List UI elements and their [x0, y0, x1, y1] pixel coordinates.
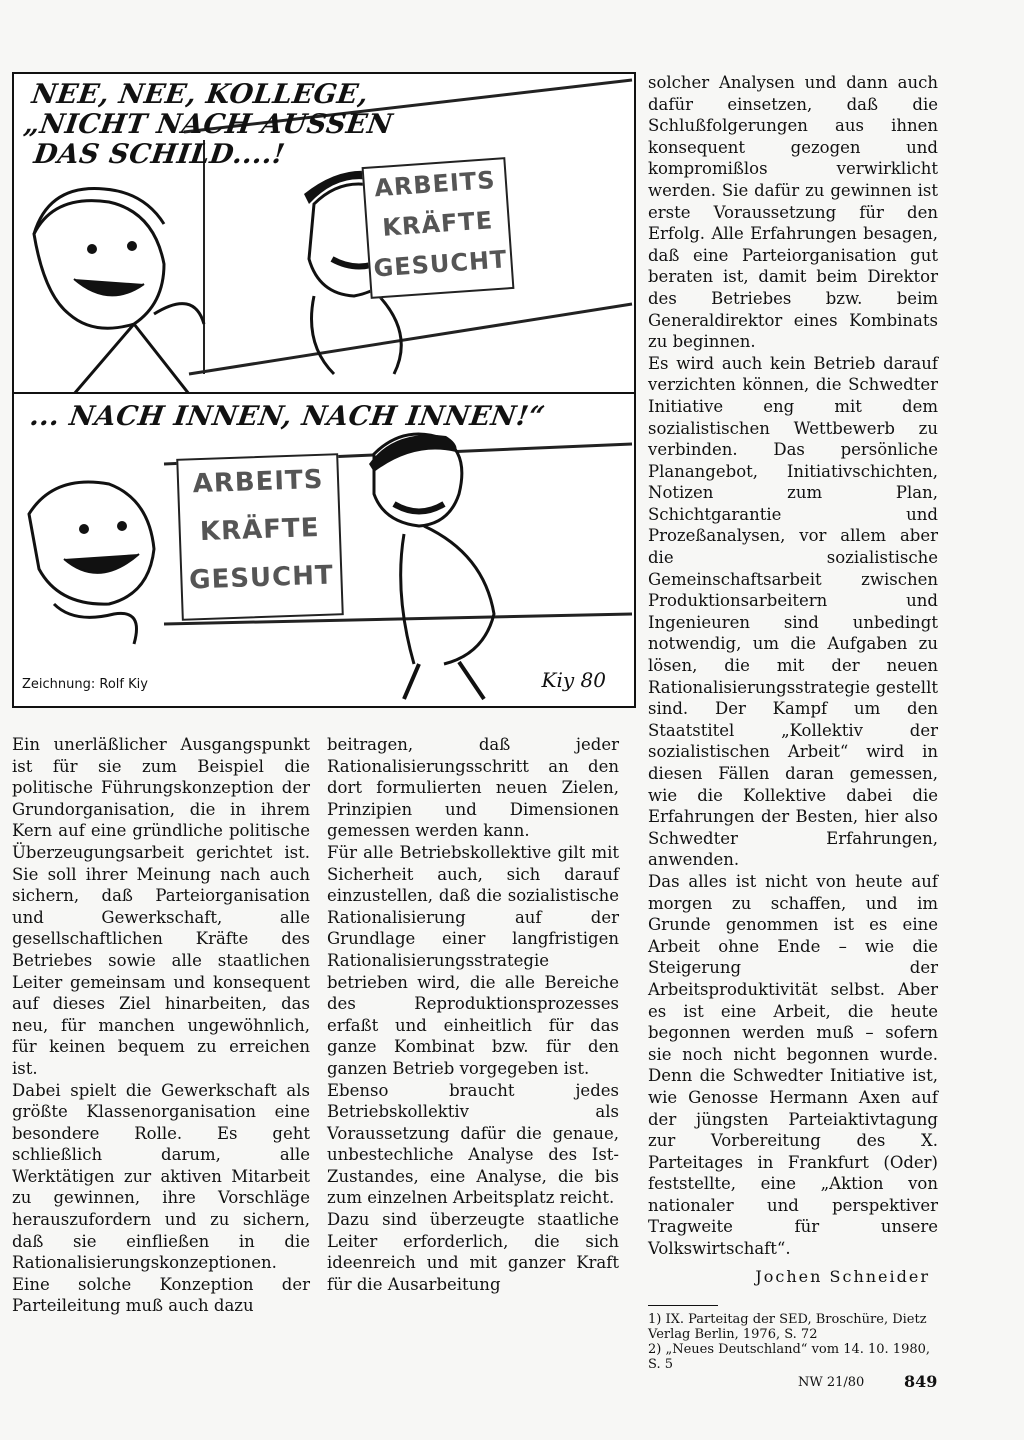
text-column-right	[648, 72, 938, 1372]
panel-top-caption-line-3: DAS SCHILD....!	[31, 139, 288, 170]
footnote-2: 2) „Neues Deutschland“ vom 14. 10. 1980, S. 5	[648, 1342, 931, 1373]
panel-bottom-caption: ... NACH INNEN, NACH INNEN!“	[27, 401, 547, 432]
sign-top	[362, 157, 515, 299]
footnote-divider	[648, 1305, 718, 1306]
paragraph: Ebenso braucht jedes Betriebskollektiv als Voraussetzung dafür die genaue, unbestechliche Analyse des Ist-Zustandes, eine Analyse, die bis zum einzelnen Arbeitsplatz reicht.	[327, 1080, 619, 1208]
sign-bottom-line-2: KRÄFTE	[199, 512, 321, 548]
sign-bottom	[176, 453, 344, 621]
panel-top-caption-line-1: NEE, NEE, KOLLEGE,	[29, 79, 371, 110]
paragraph: beitragen, daß jeder Rationalisierungsschritt an den dort formulierten neuen Zielen, Prinzipien und Dimensionen gemessen werden kann.	[327, 735, 619, 841]
author-signature: Jochen Schneider	[755, 1266, 930, 1286]
sign-bottom-line-3: GESUCHT	[188, 560, 335, 596]
cartoon-panel-top	[12, 72, 636, 394]
issue-label: NW 21/80	[798, 1375, 865, 1390]
paragraph: Eine solche Konzeption der Parteileitung muß auch dazu	[12, 1274, 310, 1316]
sign-bottom-line-1: ARBEITS	[192, 464, 324, 500]
panel-top-caption-line-2: „NICHT NACH AUSSEN	[21, 109, 395, 140]
sign-top-line-2: KRÄFTE	[381, 206, 494, 242]
text-column-middle	[327, 734, 619, 1295]
drawing-credit: Zeichnung: Rolf Kiy	[22, 677, 148, 692]
artist-signature-mark: Kiy 80	[541, 668, 606, 692]
cartoon-panel-bottom	[12, 392, 636, 708]
paragraph: Dazu sind überzeugte staatliche Leiter erforderlich, die sich ideenreich und mit ganzer Kraft für die Ausarbeitung	[327, 1210, 619, 1294]
page-number: 849	[904, 1372, 938, 1391]
footnote-1: 1) IX. Parteitag der SED, Broschüre, Dietz Verlag Berlin, 1976, S. 72	[648, 1312, 927, 1343]
paragraph: Für alle Betriebskollektive gilt mit Sicherheit auch, sich darauf einzustellen, daß die sozialistische Rationalisierung auf der Grundlage einer langfristigen Rationalisierungsstrategie betrieben wird, die alle Bereiche des Reproduktionsprozesses erfaßt und einheitlich für das ganze Kombinat bzw. für den ganzen Betrieb vorgegeben ist.	[327, 842, 619, 1078]
paragraph: solcher Analysen und dann auch dafür einsetzen, daß die Schlußfolgerungen aus ihnen konsequent gezogen und kompromißlos verwirklicht werden. Sie dafür zu gewinnen ist erste Voraussetzung für den Erfolg. Alle Erfahrungen besagen, daß eine Parteiorganisation gut beraten ist, damit beim Direktor des Betriebes bzw. beim Generaldirektor eines Kombinats zu beginnen.	[648, 73, 938, 352]
paragraph: Dabei spielt die Gewerkschaft als größte Klassenorganisation eine besondere Rolle. Es geht schließlich darum, alle Werktätigen zur aktiven Mitarbeit zu gewinnen, ihre Vorschläge herauszufordern und zu sichern, daß sie einfließen in die Rationalisierungskonzeptionen.	[12, 1080, 310, 1273]
sign-top-line-1: ARBEITS	[373, 165, 497, 203]
sign-top-line-3: GESUCHT	[372, 245, 509, 283]
paragraph: Es wird auch kein Betrieb darauf verzichten können, die Schwedter Initiative eng mit dem sozialistischen Wettbewerb zu verbinden. Das persönliche Planangebot, Initiativschichten, Notizen zum Plan, Schichtgarantie und Prozeßanalysen, vor allem aber die sozialistische Gemeinschaftsarbeit zwischen Produktionsarbeitern und Ingenieuren sind unbedingt notwendig, um die Aufgaben zu lösen, die mit der neuen Rationalisierungsstrategie gestellt sind. Der Kampf um den Staatstitel „Kollektiv der sozialistischen Arbeit“ wird in diesen Fällen daran gemessen, wie die Kollektive dabei die Erfahrungen der Besten, hier also Schwedter Erfahrungen, anwenden.	[648, 353, 938, 870]
paragraph: Ein unerläßlicher Ausgangspunkt ist für sie zum Beispiel die politische Führungskonzeption der Grundorganisation, die in ihrem Kern auf eine gründliche politische Überzeugungsarbeit gerichtet ist. Sie soll ihrer Meinung nach auch sichern, daß Parteiorganisation und Gewerkschaft, alle gesellschaftlichen Kräfte des Betriebes sowie alle staatlichen Leiter gemeinsam und konsequent auf dieses Ziel hinarbeiten, das neu, für manchen ungewöhnlich, für keinen bequem zu erreichen ist.	[12, 735, 310, 1078]
text-column-left	[12, 734, 310, 1317]
paragraph: Das alles ist nicht von heute auf morgen zu schaffen, und im Grunde genommen ist es eine Arbeit ohne Ende – wie die Steigerung der Arbeitsproduktivität selbst. Aber es ist eine Arbeit, die heute begonnen werden muß – sofern sie noch nicht begonnen wurde. Denn die Schwedter Initiative ist, wie Genosse Hermann Axen auf der jüngsten Parteiaktivtagung zur Vorbereitung des X. Parteitages in Frankfurt (Oder) feststellte, eine „Aktion von nationaler und perspektiver Tragweite für unsere Volkswirtschaft“.	[648, 871, 938, 1259]
